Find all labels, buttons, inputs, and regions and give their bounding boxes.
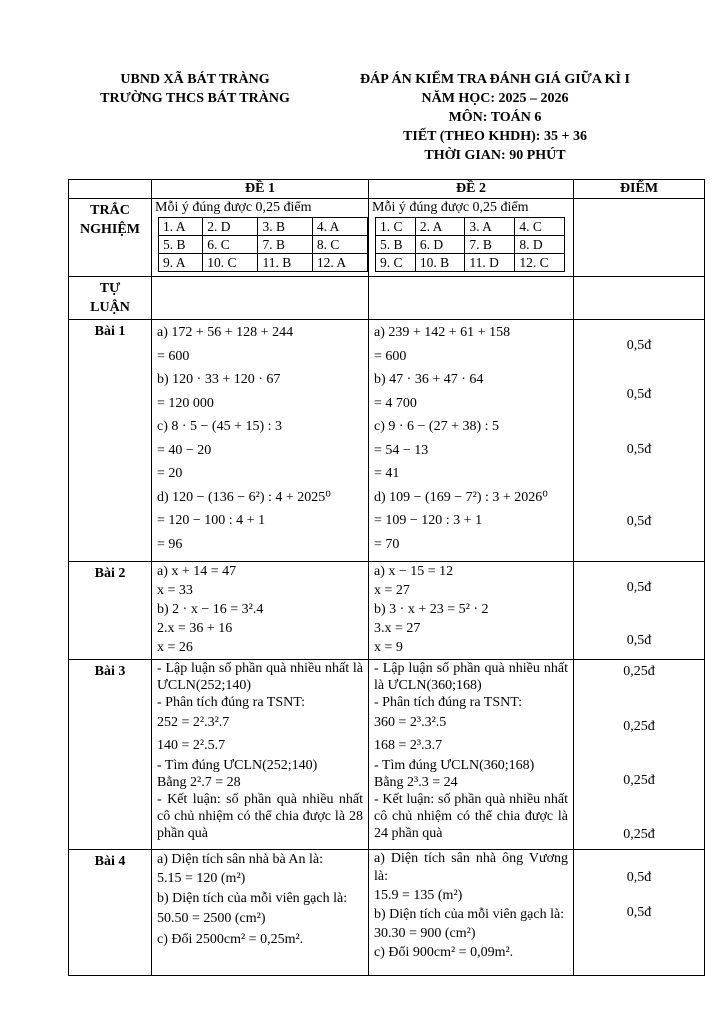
answer-cell: 6. C xyxy=(203,236,258,254)
answer-cell: 1. C xyxy=(376,218,416,236)
math-line: 252 = 2².3².7 xyxy=(157,715,230,730)
score-value: 0,5đ xyxy=(626,387,652,402)
math-line: a) 172 + 56 + 128 + 244 xyxy=(157,325,294,340)
bai1-scores xyxy=(574,320,705,562)
math-line: a) x + 14 = 47 xyxy=(157,564,237,579)
score-value: 0,5đ xyxy=(626,633,652,648)
lesson-periods: TIẾT (THEO KHDH): 35 + 36 xyxy=(403,129,587,144)
score-note: Mỗi ý đúng được 0,25 điểm xyxy=(155,200,312,215)
school-year: NĂM HỌC: 2025 – 2026 xyxy=(421,91,569,106)
exam-title: ĐÁP ÁN KIỂM TRA ĐÁNH GIÁ GIỮA KÌ I xyxy=(360,72,630,87)
bai4-scores xyxy=(574,850,705,976)
math-line: 5.15 = 120 (m²) xyxy=(157,871,246,886)
answer-cell: 5. B xyxy=(376,236,416,254)
text-line: a) Diện tích sân nhà ông Vương là: xyxy=(374,851,568,884)
trac-nghiem-de1 xyxy=(152,199,369,277)
score-value: 0,25đ xyxy=(623,773,655,788)
math-line: = 120 000 xyxy=(157,395,214,411)
answer-cell: 11. D xyxy=(465,254,515,272)
text-line: b) Diện tích của mỗi viên gạch là: xyxy=(374,907,565,922)
row-label-bai1: Bài 1 xyxy=(69,320,152,562)
text-line: Bằng 2³.3 = 24 xyxy=(374,775,458,790)
row-label-tu-luan: TỰ LUẬN xyxy=(69,277,152,320)
score-value: 0,5đ xyxy=(626,514,652,529)
math-line: a) x − 15 = 12 xyxy=(374,564,454,579)
math-line: x = 27 xyxy=(374,583,410,598)
bai3-de2 xyxy=(369,660,574,850)
math-line: x = 33 xyxy=(157,583,193,598)
answer-cell: 2. D xyxy=(203,218,258,236)
tu-luan-score xyxy=(574,277,705,320)
text-line: - Lập luận số phần quà nhiều nhất là ƯCLN(360;168) xyxy=(374,661,568,693)
text-line: Bằng 2².7 = 28 xyxy=(157,775,241,790)
math-line: = 40 − 20 xyxy=(157,442,212,458)
answer-cell: 9. C xyxy=(376,254,416,272)
bai3-scores xyxy=(574,660,705,850)
answer-cell: 7. B xyxy=(465,236,515,254)
score-value: 0,5đ xyxy=(626,442,652,457)
bai3-de1 xyxy=(152,660,369,850)
text-line: - Tìm đúng ƯCLN(360;168) xyxy=(374,758,535,773)
row-label-bai2: Bài 2 xyxy=(69,562,152,660)
answer-cell: 11. B xyxy=(258,254,312,272)
answer-cell: 7. B xyxy=(258,236,312,254)
answer-cell: 12. A xyxy=(312,254,367,272)
score-value: 0,25đ xyxy=(623,719,655,734)
score-value: 0,25đ xyxy=(623,664,655,679)
answer-grid-de1 xyxy=(158,217,368,272)
corner-cell xyxy=(69,180,152,199)
score-value: 0,5đ xyxy=(626,905,652,920)
text-line: - Lập luận số phần quà nhiều nhất là ƯCLN(252;140) xyxy=(157,661,363,693)
math-line: x = 9 xyxy=(374,640,403,655)
math-line: 30.30 = 900 (cm²) xyxy=(374,926,476,941)
math-line: b) 47 · 36 + 47 · 64 xyxy=(374,372,484,387)
answer-cell: 10. C xyxy=(203,254,258,272)
answer-cell: 3. A xyxy=(465,218,515,236)
math-line: b) 3 · x + 23 = 5² · 2 xyxy=(374,602,489,617)
math-line: 2.x = 36 + 16 xyxy=(157,621,233,636)
bai4-de2 xyxy=(369,850,574,976)
math-line: = 20 xyxy=(157,466,183,481)
math-line: c) 9 · 6 − (27 + 38) : 5 xyxy=(374,419,500,434)
duration: THỜI GIAN: 90 PHÚT xyxy=(424,148,566,163)
math-line: c) 8 · 5 − (45 + 15) : 3 xyxy=(157,419,283,434)
col-diem: ĐIỂM xyxy=(574,180,705,199)
answer-cell: 2. A xyxy=(415,218,465,236)
math-line: d) 120 − (136 − 6²) : 4 + 2025⁰ xyxy=(157,489,331,505)
answer-cell: 9. A xyxy=(159,254,203,272)
math-line: = 54 − 13 xyxy=(374,442,429,458)
col-de2: ĐỀ 2 xyxy=(369,180,574,199)
trac-nghiem-de2 xyxy=(369,199,574,277)
tu-luan-de1 xyxy=(152,277,369,320)
math-line: = 600 xyxy=(374,348,407,364)
math-line: x = 26 xyxy=(157,640,193,655)
answer-table xyxy=(68,179,705,976)
answer-cell: 4. A xyxy=(312,218,367,236)
answer-cell: 4. C xyxy=(515,218,565,236)
math-line: d) 109 − (169 − 7²) : 3 + 2026⁰ xyxy=(374,489,548,505)
math-line: = 96 xyxy=(157,536,183,552)
col-de1: ĐỀ 1 xyxy=(152,180,369,199)
score-value: 0,25đ xyxy=(623,827,655,842)
answer-cell: 12. C xyxy=(515,254,565,272)
score-value: 0,5đ xyxy=(626,338,652,353)
bai2-de1 xyxy=(152,562,369,660)
text-line: b) Diện tích của mỗi viên gạch là: xyxy=(157,891,348,906)
score-note: Mỗi ý đúng được 0,25 điểm xyxy=(372,200,529,215)
row-label-bai4: Bài 4 xyxy=(69,850,152,976)
exam-header xyxy=(330,70,660,165)
score-value: 0,5đ xyxy=(626,580,652,595)
math-line: 50.50 = 2500 (cm²) xyxy=(157,911,266,926)
math-line: a) 239 + 142 + 61 + 158 xyxy=(374,325,511,340)
math-line: 140 = 2².5.7 xyxy=(157,738,226,753)
math-line: 3.x = 27 xyxy=(374,621,421,636)
answer-cell: 8. D xyxy=(515,236,565,254)
math-line: b) 2 · x − 16 = 3².4 xyxy=(157,602,264,617)
answer-cell: 8. C xyxy=(312,236,367,254)
answer-grid-de2 xyxy=(375,217,565,272)
tu-luan-de2 xyxy=(369,277,574,320)
row-label-trac-nghiem: TRẮC NGHIỆM xyxy=(69,199,152,277)
math-line: = 109 − 120 : 3 + 1 xyxy=(374,513,483,528)
math-line: = 70 xyxy=(374,536,400,552)
text-line: a) Diện tích sân nhà bà An là: xyxy=(157,852,324,867)
math-line: = 4 700 xyxy=(374,395,417,411)
school-name: TRƯỜNG THCS BÁT TRÀNG xyxy=(100,91,290,106)
text-line: - Tìm đúng ƯCLN(252;140) xyxy=(157,758,318,773)
bai1-de1 xyxy=(152,320,369,562)
text-line: - Kết luận: số phần quà nhiều nhất cô chủ nhiệm có thể chia được là 24 phần quà xyxy=(374,792,568,841)
bai1-de2 xyxy=(369,320,574,562)
math-line: = 41 xyxy=(374,466,400,481)
score-value: 0,5đ xyxy=(626,870,652,885)
text-line: c) Đổi 2500cm² = 0,25m². xyxy=(157,932,304,947)
trac-nghiem-score xyxy=(574,199,705,277)
bai4-de1 xyxy=(152,850,369,976)
math-line: 360 = 2³.3².5 xyxy=(374,715,447,730)
answer-cell: 1. A xyxy=(159,218,203,236)
commune-name: UBND XÃ BÁT TRÀNG xyxy=(120,72,270,87)
bai2-scores xyxy=(574,562,705,660)
text-line: - Kết luận: số phần quà nhiều nhất cô chủ nhiệm có thể chia được là 28 phần quà xyxy=(157,792,363,841)
answer-cell: 3. B xyxy=(258,218,312,236)
answer-cell: 5. B xyxy=(159,236,203,254)
text-line: c) Đổi 900cm² = 0,09m². xyxy=(374,945,514,960)
answer-cell: 6. D xyxy=(415,236,465,254)
math-line: 15.9 = 135 (m²) xyxy=(374,888,463,903)
answer-cell: 10. B xyxy=(415,254,465,272)
math-line: b) 120 · 33 + 120 · 67 xyxy=(157,372,281,387)
text-line: - Phân tích đúng ra TSNT: xyxy=(374,695,522,710)
math-line: = 600 xyxy=(157,348,190,364)
text-line: - Phân tích đúng ra TSNT: xyxy=(157,695,305,710)
subject: MÔN: TOÁN 6 xyxy=(448,110,542,125)
math-line: 168 = 2³.3.7 xyxy=(374,738,443,753)
bai2-de2 xyxy=(369,562,574,660)
math-line: = 120 − 100 : 4 + 1 xyxy=(157,513,266,528)
school-header xyxy=(60,70,330,108)
row-label-bai3: Bài 3 xyxy=(69,660,152,850)
